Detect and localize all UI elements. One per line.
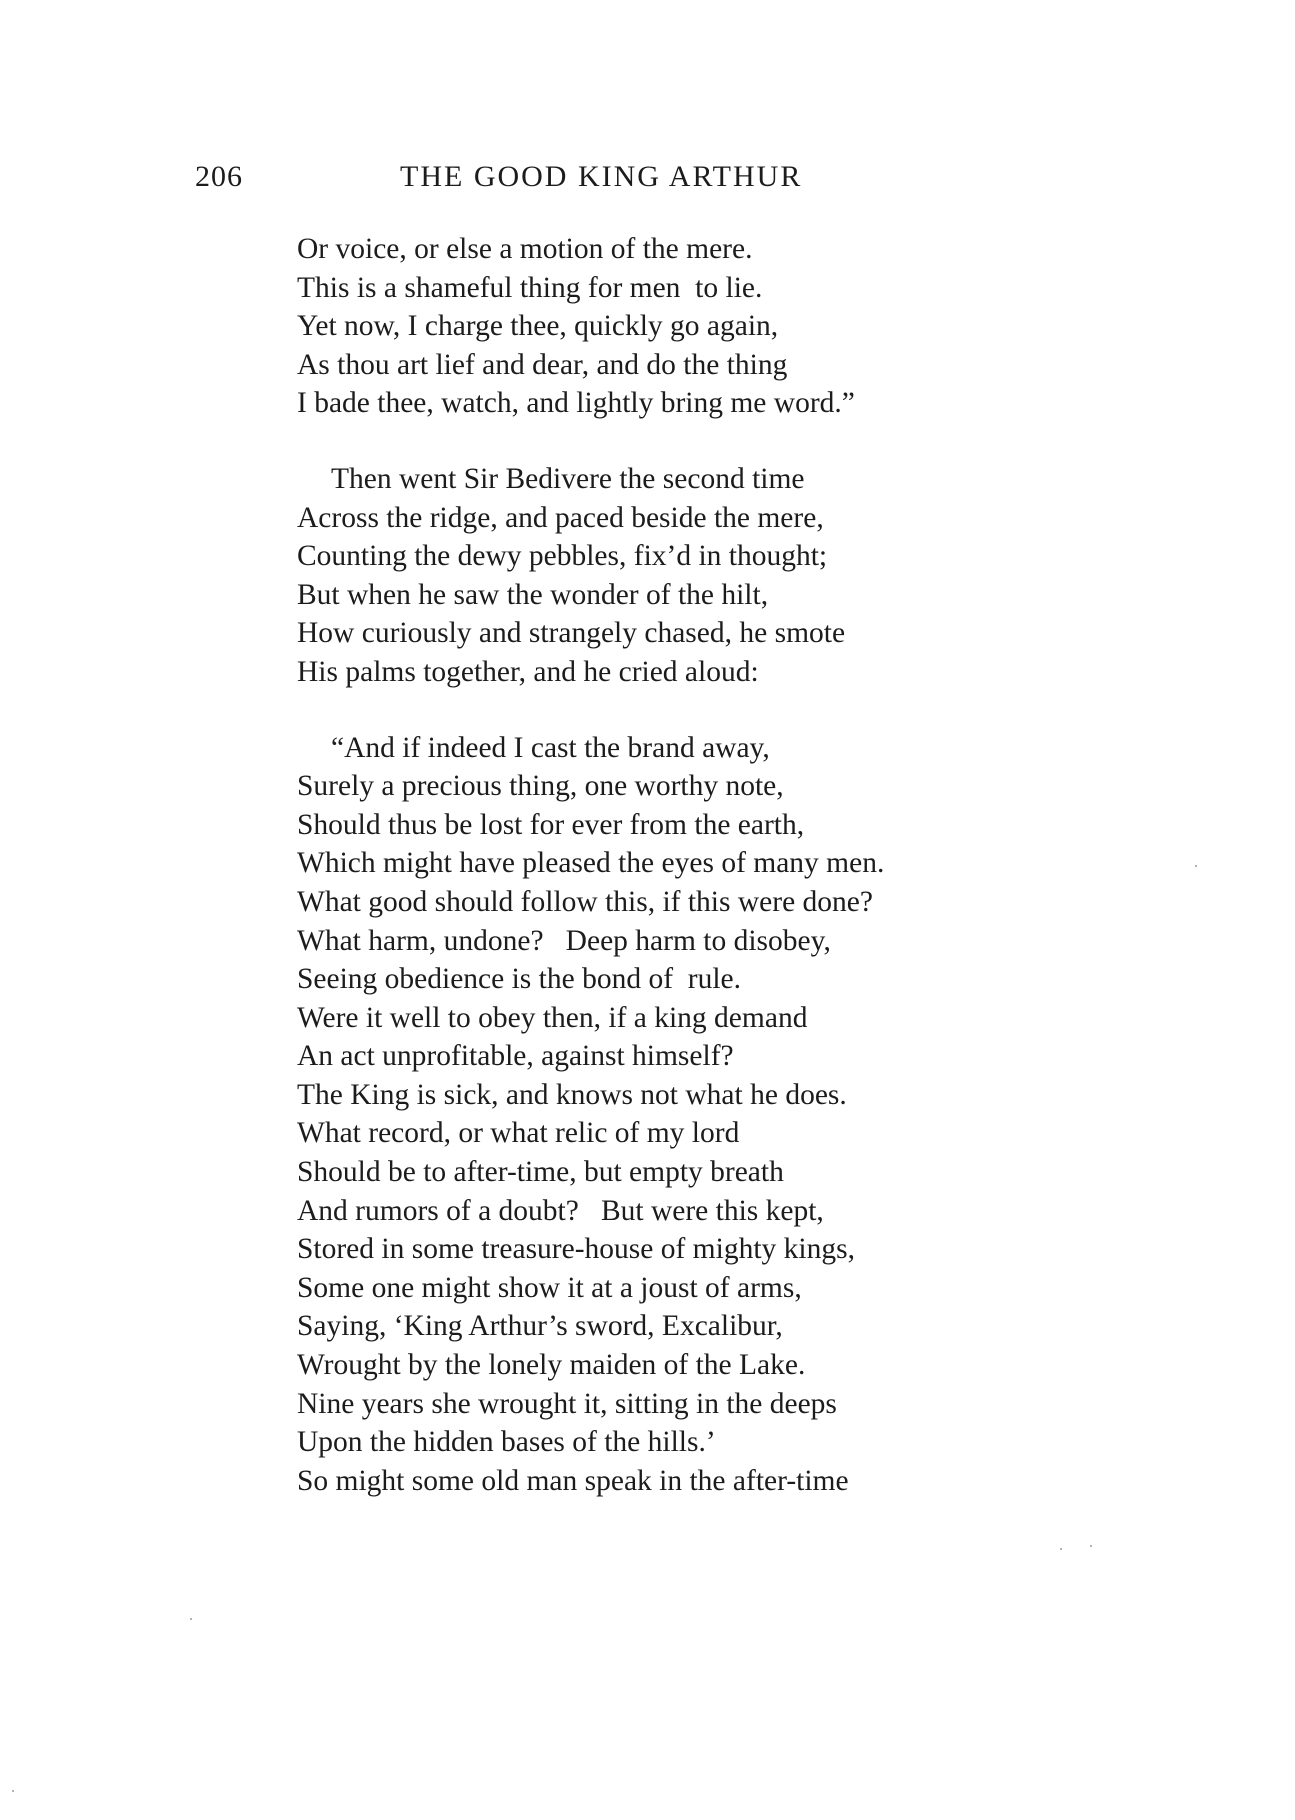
poem-line: Then went Sir Bedivere the second time <box>331 462 805 495</box>
poem-line: Nine years she wrought it, sitting in the deeps <box>297 1387 837 1420</box>
poem-line: What harm, undone? Deep harm to disobey, <box>297 924 831 957</box>
poem-line: Saying, ‘King Arthur’s sword, Excalibur, <box>297 1310 783 1343</box>
poem-line: Counting the dewy pebbles, fix’d in thought; <box>297 540 828 573</box>
poem-line: Should thus be lost for ever from the earth, <box>297 808 805 841</box>
poem-line: Surely a precious thing, one worthy note, <box>297 770 784 803</box>
poem-line: Wrought by the lonely maiden of the Lake. <box>297 1349 806 1382</box>
poem-line: Across the ridge, and paced beside the mere, <box>297 501 824 534</box>
poem-line: I bade thee, watch, and lightly bring me word.” <box>297 387 855 420</box>
poem-line: Upon the hidden bases of the hills.’ <box>297 1426 716 1459</box>
scan-speck <box>190 1618 192 1620</box>
poem-line: But when he saw the wonder of the hilt, <box>297 578 769 611</box>
stanza-3 <box>297 729 1097 1501</box>
scan-speck <box>1060 1548 1062 1550</box>
scan-speck <box>1090 1545 1092 1547</box>
poem-line: Or voice, or else a motion of the mere. <box>297 233 753 265</box>
poem-line: Some one might show it at a joust of arms, <box>297 1271 802 1304</box>
stanza-1 <box>297 230 1097 423</box>
poem-line: Stored in some treasure-house of mighty kings, <box>297 1233 855 1266</box>
poem-line: Should be to after-time, but empty breath <box>297 1156 784 1189</box>
page-number: 206 <box>195 160 243 193</box>
poem-line: His palms together, and he cried aloud: <box>297 655 759 688</box>
poem-line: The King is sick, and knows not what he does. <box>297 1078 847 1111</box>
stanza-2 <box>297 460 1097 692</box>
poem-line: And rumors of a doubt? But were this kept, <box>297 1194 824 1227</box>
poem-line: Seeing obedience is the bond of rule. <box>297 963 742 996</box>
poem-line: What good should follow this, if this were done? <box>297 885 873 918</box>
poem-line: Which might have pleased the eyes of many men. <box>297 847 885 880</box>
poem-line: “And if indeed I cast the brand away, <box>331 731 770 764</box>
poem-line: So might some old man speak in the after-time <box>297 1464 849 1497</box>
poem-body <box>297 230 1097 1500</box>
scan-speck <box>12 1790 14 1792</box>
poem-line: Were it well to obey then, if a king demand <box>297 1001 808 1034</box>
poem-line: An act unprofitable, against himself? <box>297 1040 734 1073</box>
poem-line: This is a shameful thing for men to lie. <box>297 271 763 304</box>
scan-speck <box>1195 865 1197 867</box>
poem-line: As thou art lief and dear, and do the thing <box>297 348 788 381</box>
page-header <box>195 160 895 200</box>
running-title: THE GOOD KING ARTHUR <box>400 160 803 193</box>
poem-line: How curiously and strangely chased, he smote <box>297 617 846 650</box>
poem-line: What record, or what relic of my lord <box>297 1117 740 1150</box>
poem-line: Yet now, I charge thee, quickly go again, <box>297 310 779 343</box>
